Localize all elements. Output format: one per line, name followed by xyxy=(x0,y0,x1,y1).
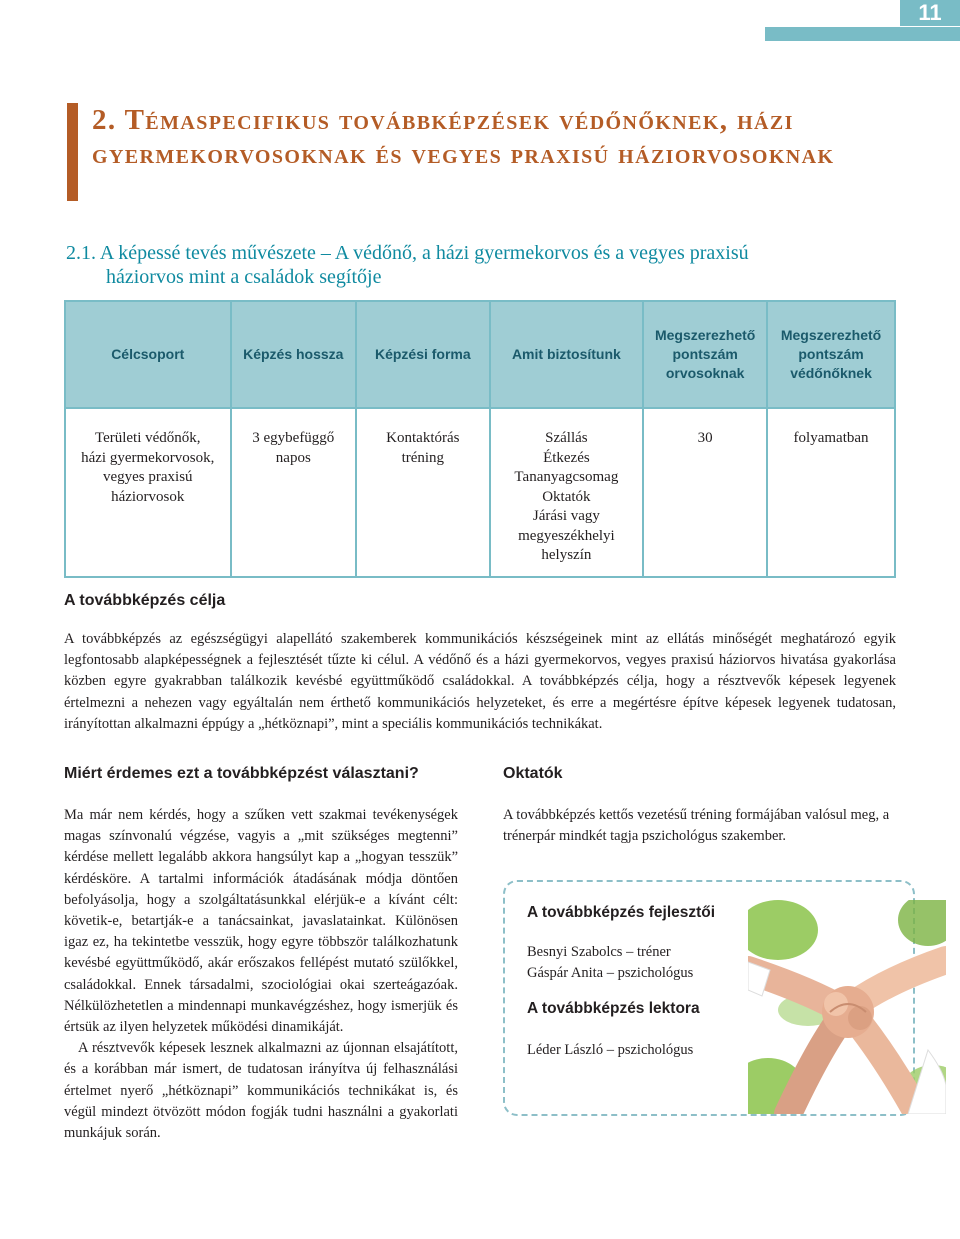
cell-points-nurses: folyamatban xyxy=(767,408,895,577)
chapter-marker-bar xyxy=(67,103,78,201)
section-title xyxy=(66,241,916,289)
cell-provided: Szállás Étkezés Tananyagcsomag Oktatók Járási vagy megyeszékhelyi helyszín xyxy=(490,408,644,577)
why-paragraph-2: A résztvevők képesek lesznek alkalmazni az újonnan elsajátított, és a korábban már ismert, de tudatosan irányítva új felhasználási értelmet nyerő „hétköznapi” kommunikációs technikákat is, és végül mindezt ötvözött módon fogják tudni használni a gyakorlati munkájuk során. xyxy=(64,1040,458,1142)
goal-paragraph: A továbbképzés az egészségügyi alapellátó szakemberek kommunikációs készségeinek mint az ellátás minőségét meghatározó egyik legfontosabb alapképességnek a fejlesztését tűzte ki célul. A védőnő és a házi gyermekorvos, vegyes praxisú háziorvos hivatása gyakorlása közben egyre gyakrabban találkozik kevésbé együttműködő családokkal. A továbbképzés célja, hogy a résztvevők képesek legyenek értelmezni a nehezen vagy egyáltalán nem érthető kommunikációs helyzeteket, és erre a megértésre építve képesek legyenek tudatosan, irányítottan alkalmazni éppúgy a „hétköznapi”, mint a speciális kommunikációs technikákat. xyxy=(64,631,896,732)
cell-points-doctors: 30 xyxy=(643,408,767,577)
header-format: Képzési forma xyxy=(356,301,490,408)
header-points-nurses: Megszerezhető pontszám védőnőknek xyxy=(767,301,895,408)
lector-heading: A továbbképzés lektora xyxy=(527,1000,700,1017)
header-duration: Képzés hossza xyxy=(231,301,357,408)
header-target-group: Célcsoport xyxy=(65,301,231,408)
developer-item: Besnyi Szabolcs – tréner xyxy=(527,944,671,960)
section-title-line-1: 2.1. A képessé tevés művészete – A védőnő, a házi gyermekorvos és a vegyes praxisú xyxy=(66,242,749,264)
cell-target-group: Területi védőnők, házi gyermekorvosok, vegyes praxisú háziorvosok xyxy=(65,408,231,577)
trainers-heading: Oktatók xyxy=(503,765,563,782)
lector-item: Léder László – pszichológus xyxy=(527,1042,694,1058)
why-heading: Miért érdemes ezt a továbbképzést választani? xyxy=(64,765,419,782)
course-info-table xyxy=(64,300,896,578)
why-text xyxy=(64,805,458,1144)
chapter-title: 2. Témaspecifikus továbbképzések védőnőknek, házi gyermekorvosoknak és vegyes praxisú háziorvosoknak xyxy=(92,104,835,170)
header-accent-bar xyxy=(765,27,960,41)
linked-hands-photo xyxy=(748,900,946,1114)
why-paragraph-1: Ma már nem kérdés, hogy a szűken vett szakmai tevékenységek magas színvonalú végzése, vagyis a „mit szükséges megtenni” kérdése mellett legalább akkora hangsúlyt kap a „hogyan tesszük” kérdésköre. A tartalmi információk átadásának módja döntően befolyásolja, hogy a szolgáltatásunkkal elérjük-e a kívánt célt: követik-e, betartják-e a tanácsainkat, javaslatainkat. Különösen igaz ez, ha tekintetbe vesszük, hogy egyre többször találkozhatunk kevésbé együttműködő, akár erőszakos fellépést mutató szülőkkel, családokkal. Ennek társadalmi, szociológiai okai szerteágazóak. Nélkülözhetetlen a mindennapi munkavégzéshez, hogy ismerjük és értsük az ilyen helyzetek működési dinamikáját. xyxy=(64,807,458,1036)
cell-duration: 3 egybefüggő napos xyxy=(231,408,357,577)
page-number: 11 xyxy=(900,0,960,26)
cell-format: Kontaktórás tréning xyxy=(356,408,490,577)
trainers-paragraph: A továbbképzés kettős vezetésű tréning formájában valósul meg, a trénerpár mindkét tagja pszichológus szakember. xyxy=(503,807,890,845)
developer-item: Gáspár Anita – pszichológus xyxy=(527,965,694,981)
table-header-row xyxy=(65,301,895,408)
header-provided: Amit biztosítunk xyxy=(490,301,644,408)
goal-heading: A továbbképzés célja xyxy=(64,592,226,609)
header-points-doctors: Megszerezhető pontszám orvosoknak xyxy=(643,301,767,408)
developers-heading: A továbbképzés fejlesztői xyxy=(527,904,716,921)
table-row xyxy=(65,408,895,577)
section-title-line-2: háziorvos mint a családok segítője xyxy=(106,266,382,288)
